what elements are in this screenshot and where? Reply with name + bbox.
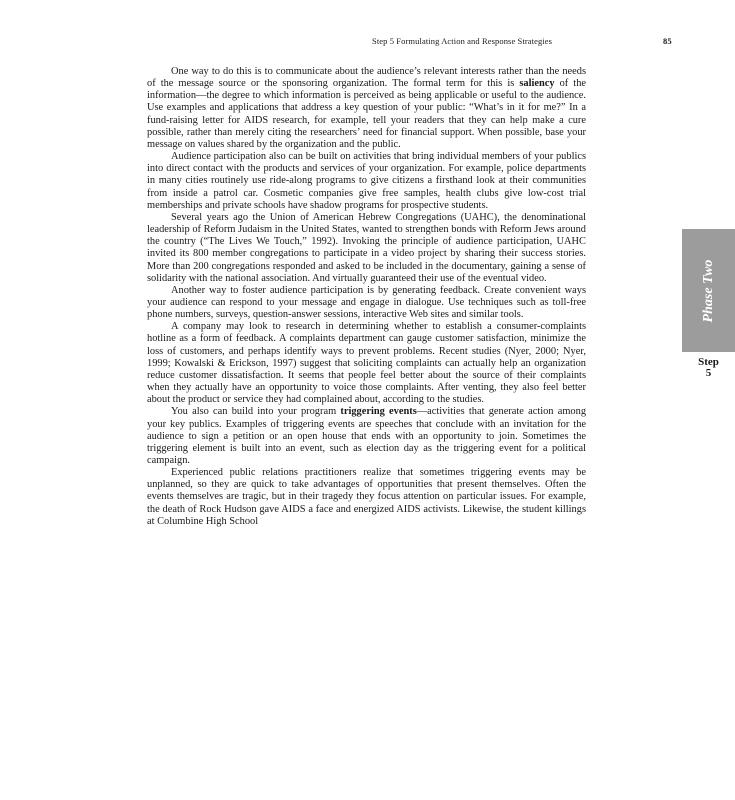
step-number: 5 <box>705 367 712 379</box>
step-label: Step <box>698 356 719 368</box>
paragraph: Experienced public relations practitioners realize that sometimes triggering events may be unplanned, so they are quick to take advantages of opportunities that present themselves. Often the events themselves are tragic, but in their tragedy they focus attention on particular issues. For example, the death of Rock Hudson gave AIDS a face and energized AIDS activists. Likewise, the student killings at Columbine High School <box>147 467 586 527</box>
phase-label: Phase Two <box>700 259 716 322</box>
keyword-saliency: saliency <box>519 78 555 90</box>
paragraph: One way to do this is to communicate about the audience’s relevant interests rather than the needs of the message source or the sponsoring organization. The formal term for this is saliency of the information—the degree to which information is perceived as being applicable or useful to the audience. Use examples and applications that address a key question of your public: “What’s in it for me?” In a fund-raising letter for AIDS research, for example, tell your readers that they can help make a cure possible, rather than merely citing the researchers’ need for financial support. When possible, base your message on values shared by the organization and the public. <box>147 66 586 150</box>
step-marker <box>682 357 735 379</box>
paragraph: You also can build into your program triggering events—activities that generate action among your key publics. Examples of triggering events are speeches that conclude with an invitation for the audience to sign a petition or an open house that ends with an opportunity to join. Sometimes the triggering element is built into an event, such as election day as the triggering event for a political campaign. <box>147 406 587 466</box>
paragraph: Another way to foster audience participation is by generating feedback. Create convenient ways your audience can respond to your message and engage in dialogue. Use techniques such as toll-free phone numbers, surveys, question-answer sessions, interactive Web sites and similar tools. <box>147 284 586 321</box>
page-number: 85 <box>663 36 672 46</box>
body-text <box>147 66 586 528</box>
paragraph: Several years ago the Union of American Hebrew Congregations (UAHC), the denominational leadership of Reform Judaism in the United States, wanted to strengthen bonds with Reform Jews around the country (“The Lives We Touch,” 1992). Invoking the principle of audience participation, UAHC invited its 800 member congregations to participate in a video project by sharing their success stories. More than 200 congregations responded and asked to be included in the documentary, gaining a sense of solidarity with the national association. And virtually guaranteed their use of the eventual video. <box>147 211 586 284</box>
paragraph: A company may look to research in determining whether to establish a consumer-complaints hotline as a form of feedback. A complaints department can gauge customer satisfaction, minimize the loss of customers, and perhaps identify ways to prevent problems. Recent studies (Nyer, 2000; Nyer, 1999; Kowalski & Erickson, 1997) suggest that soliciting complaints can actually help an organization reduce customer dissatisfaction. It seems that people feel better about the source of their complaints when they actually have an opportunity to voice those complaints. After venting, they also feel better about the product or service they had complained about, according to the studies. <box>147 321 586 406</box>
phase-tab <box>682 229 735 352</box>
paragraph: Audience participation also can be built on activities that bring individual members of your publics into direct contact with the products and services of your organization. For example, police departments in many cities routinely use ride-along programs to give citizens a firsthand look at their communities from inside a patrol car. Cosmetic companies give free samples, health clubs give low-cost trial memberships and private schools have shadow programs for prospective students. <box>147 151 586 211</box>
running-title: Step 5 Formulating Action and Response Strategies <box>372 36 553 46</box>
keyword-triggering-events: triggering events <box>340 406 417 418</box>
